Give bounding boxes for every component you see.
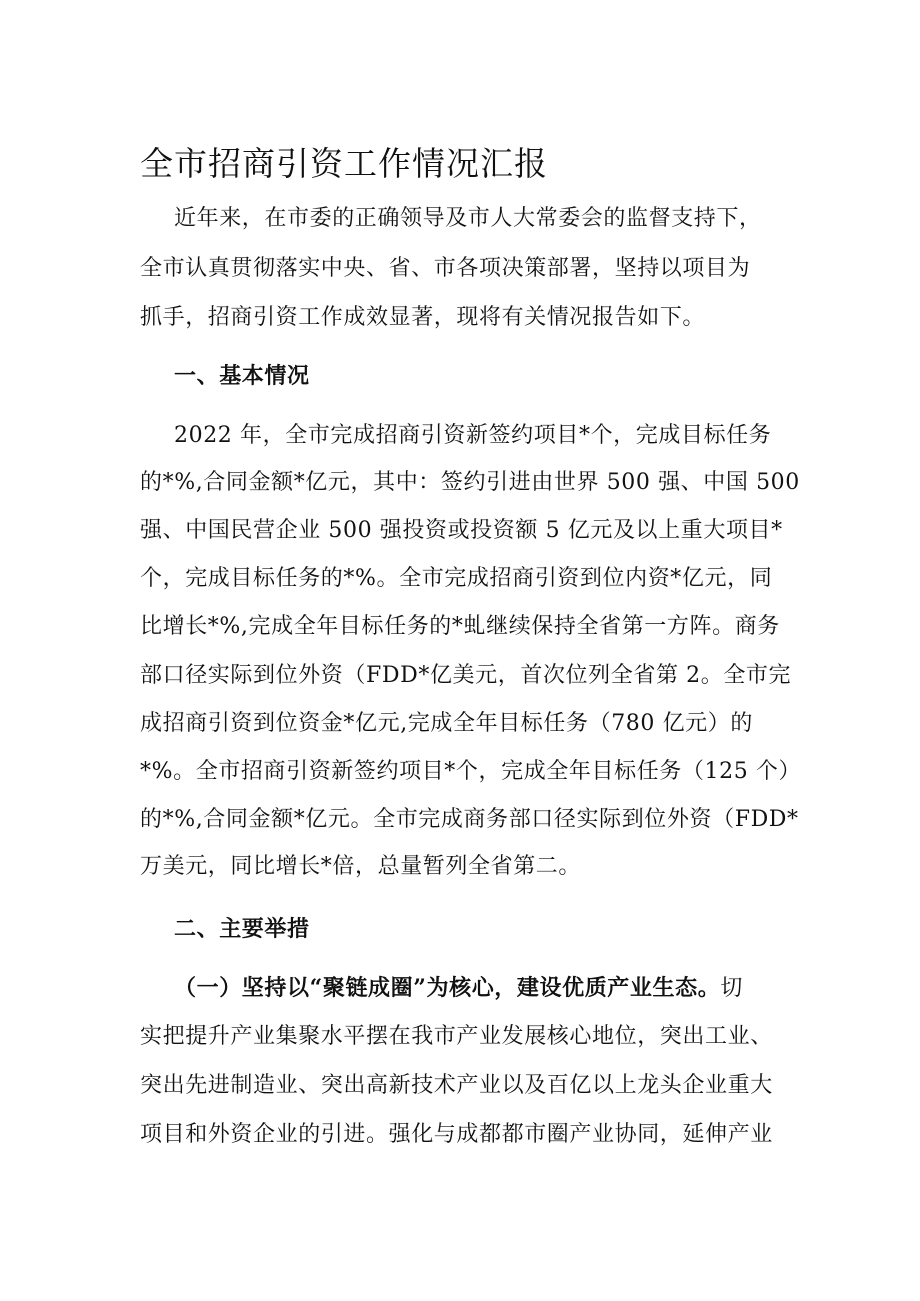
intro-line-1: 近年来，在市委的正确领导及市人大常委会的监督支持下， [174,206,762,231]
section-1-heading: 一、基本情况 [174,363,310,389]
section-2-subsection-1-first-line [174,973,743,1004]
section-1-line-9: 的*%,合同金额*亿元。全市完成商务部口径实际到位外资（FDD* [140,807,799,832]
intro-line-3: 抓手，招商引资工作成效显著，现将有关情况报告如下。 [140,305,706,330]
subsection-1-heading: （一）坚持以“聚链成圈”为核心，建设优质产业生态。 [174,975,721,1001]
section-1-line-8: *%。全市招商引资新签约项目*个，完成全年目标任务（125 个） [140,759,802,784]
section-1-line-4: 个，完成目标任务的*%。全市完成招商引资到位内资*亿元，同 [140,566,773,591]
subsection-1-continuation: 切 [720,976,743,1001]
section-1-line-3: 强、中国民营企业 500 强投资或投资额 5 亿元及以上重大项目* [140,518,783,543]
section-1-line-10: 万美元，同比增长*倍，总量暂列全省第二。 [140,854,582,879]
document-title: 全市招商引资工作情况汇报 [140,144,548,183]
section-2-line-4: 项目和外资企业的引进。强化与成都都市圈产业协同，延伸产业 [140,1122,773,1147]
section-1-line-5: 比增长*%,完成全年目标任务的*虬继续保持全省第一方阵。商务 [140,614,780,639]
section-1-line-2: 的*%,合同金额*亿元，其中：签约引进由世界 500 强、中国 500 [140,470,800,495]
intro-line-2: 全市认真贯彻落实中央、省、市各项决策部署，坚持以项目为 [140,256,751,281]
section-1-line-1: 2022 年，全市完成招商引资新签约项目*个，完成目标任务 [174,423,772,448]
section-1-line-7: 成招商引资到位资金*亿元,完成全年目标任务（780 亿元）的 [140,711,753,736]
section-2-line-3: 突出先进制造业、突出高新技术产业以及百亿以上龙头企业重大 [140,1073,773,1098]
section-1-line-6: 部口径实际到位外资（FDD*亿美元，首次位列全省第 2。全市完 [140,663,792,688]
section-2-heading: 二、主要举措 [174,916,310,942]
section-2-line-2: 实把提升产业集聚水平摆在我市产业发展核心地位，突出工业、 [140,1024,773,1049]
